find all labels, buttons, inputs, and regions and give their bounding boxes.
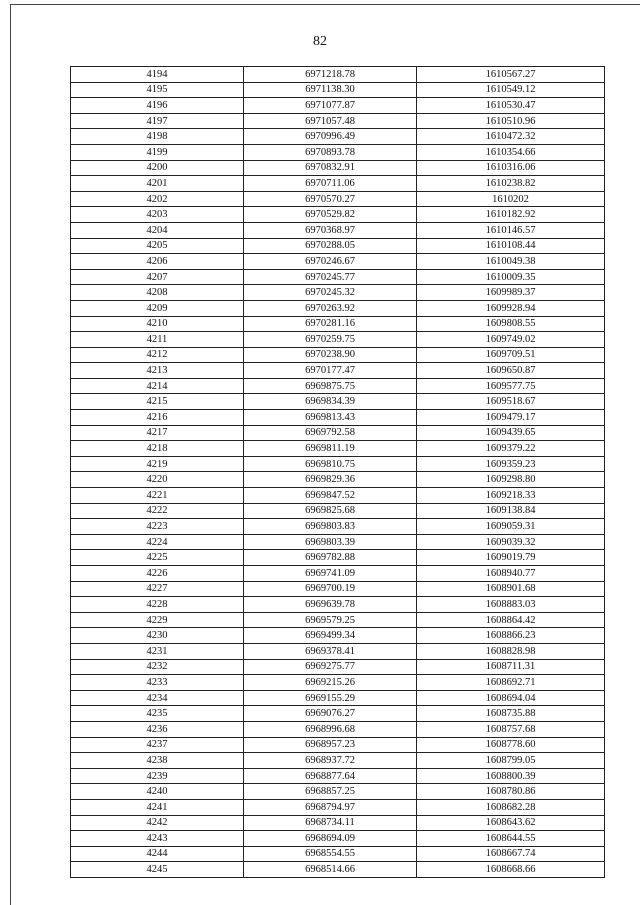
coordinates-table (70, 66, 605, 878)
y-coordinate-cell: 1608799.05 (417, 753, 605, 769)
y-coordinate-cell: 1609479.17 (417, 410, 605, 426)
y-coordinate-cell: 1610202 (417, 191, 605, 207)
x-coordinate-cell: 6970996.49 (244, 129, 417, 145)
x-coordinate-cell: 6969499.34 (244, 628, 417, 644)
y-coordinate-cell: 1608864.42 (417, 612, 605, 628)
table-row (71, 862, 605, 878)
table-row (71, 441, 605, 457)
x-coordinate-cell: 6970245.32 (244, 285, 417, 301)
table-row (71, 566, 605, 582)
point-number-cell: 4212 (71, 347, 244, 363)
point-number-cell: 4220 (71, 472, 244, 488)
table-row (71, 550, 605, 566)
point-number-cell: 4224 (71, 534, 244, 550)
point-number-cell: 4222 (71, 503, 244, 519)
y-coordinate-cell: 1608883.03 (417, 597, 605, 613)
x-coordinate-cell: 6968877.64 (244, 768, 417, 784)
y-coordinate-cell: 1609577.75 (417, 378, 605, 394)
point-number-cell: 4242 (71, 815, 244, 831)
x-coordinate-cell: 6970238.90 (244, 347, 417, 363)
x-coordinate-cell: 6969700.19 (244, 581, 417, 597)
y-coordinate-cell: 1610530.47 (417, 98, 605, 114)
y-coordinate-cell: 1609518.67 (417, 394, 605, 410)
y-coordinate-cell: 1608828.98 (417, 643, 605, 659)
x-coordinate-cell: 6970893.78 (244, 144, 417, 160)
table-row (71, 721, 605, 737)
x-coordinate-cell: 6969811.19 (244, 441, 417, 457)
x-coordinate-cell: 6969792.58 (244, 425, 417, 441)
point-number-cell: 4207 (71, 269, 244, 285)
table-row (71, 456, 605, 472)
point-number-cell: 4195 (71, 82, 244, 98)
point-number-cell: 4219 (71, 456, 244, 472)
x-coordinate-cell: 6971057.48 (244, 113, 417, 129)
x-coordinate-cell: 6969378.41 (244, 643, 417, 659)
y-coordinate-cell: 1609019.79 (417, 550, 605, 566)
table-row (71, 269, 605, 285)
table-row (71, 378, 605, 394)
table-row (71, 846, 605, 862)
y-coordinate-cell: 1608682.28 (417, 799, 605, 815)
point-number-cell: 4225 (71, 550, 244, 566)
point-number-cell: 4216 (71, 410, 244, 426)
x-coordinate-cell: 6971218.78 (244, 67, 417, 83)
y-coordinate-cell: 1610316.06 (417, 160, 605, 176)
y-coordinate-cell: 1610009.35 (417, 269, 605, 285)
y-coordinate-cell: 1609138.84 (417, 503, 605, 519)
table-row (71, 113, 605, 129)
table-row (71, 347, 605, 363)
y-coordinate-cell: 1610549.12 (417, 82, 605, 98)
table-row (71, 643, 605, 659)
table-row (71, 98, 605, 114)
point-number-cell: 4200 (71, 160, 244, 176)
table-row (71, 238, 605, 254)
x-coordinate-cell: 6971077.87 (244, 98, 417, 114)
table-row (71, 815, 605, 831)
x-coordinate-cell: 6970288.05 (244, 238, 417, 254)
y-coordinate-cell: 1608866.23 (417, 628, 605, 644)
y-coordinate-cell: 1609059.31 (417, 519, 605, 535)
y-coordinate-cell: 1608735.88 (417, 706, 605, 722)
x-coordinate-cell: 6971138.30 (244, 82, 417, 98)
table-row (71, 410, 605, 426)
x-coordinate-cell: 6968554.55 (244, 846, 417, 862)
x-coordinate-cell: 6969639.78 (244, 597, 417, 613)
y-coordinate-cell: 1608644.55 (417, 831, 605, 847)
x-coordinate-cell: 6968734.11 (244, 815, 417, 831)
table-row (71, 597, 605, 613)
x-coordinate-cell: 6969782.88 (244, 550, 417, 566)
point-number-cell: 4228 (71, 597, 244, 613)
table-row (71, 285, 605, 301)
y-coordinate-cell: 1610510.96 (417, 113, 605, 129)
y-coordinate-cell: 1608692.71 (417, 675, 605, 691)
point-number-cell: 4214 (71, 378, 244, 394)
x-coordinate-cell: 6969803.83 (244, 519, 417, 535)
table-row (71, 628, 605, 644)
y-coordinate-cell: 1608668.66 (417, 862, 605, 878)
point-number-cell: 4235 (71, 706, 244, 722)
table-row (71, 784, 605, 800)
y-coordinate-cell: 1610182.92 (417, 207, 605, 223)
table-row (71, 675, 605, 691)
y-coordinate-cell: 1609928.94 (417, 300, 605, 316)
x-coordinate-cell: 6968794.97 (244, 799, 417, 815)
y-coordinate-cell: 1609650.87 (417, 363, 605, 379)
page-border-left (10, 4, 11, 905)
table-row (71, 503, 605, 519)
point-number-cell: 4241 (71, 799, 244, 815)
x-coordinate-cell: 6970259.75 (244, 332, 417, 348)
y-coordinate-cell: 1610049.38 (417, 254, 605, 270)
table-row (71, 519, 605, 535)
table-row (71, 534, 605, 550)
y-coordinate-cell: 1609749.02 (417, 332, 605, 348)
x-coordinate-cell: 6970529.82 (244, 207, 417, 223)
y-coordinate-cell: 1608757.68 (417, 721, 605, 737)
x-coordinate-cell: 6970245.77 (244, 269, 417, 285)
y-coordinate-cell: 1609989.37 (417, 285, 605, 301)
table-row (71, 768, 605, 784)
x-coordinate-cell: 6969579.25 (244, 612, 417, 628)
x-coordinate-cell: 6969810.75 (244, 456, 417, 472)
x-coordinate-cell: 6969803.39 (244, 534, 417, 550)
table-row (71, 472, 605, 488)
x-coordinate-cell: 6969834.39 (244, 394, 417, 410)
page-border-top (10, 4, 640, 5)
table-row (71, 254, 605, 270)
table-row (71, 831, 605, 847)
x-coordinate-cell: 6969275.77 (244, 659, 417, 675)
x-coordinate-cell: 6969741.09 (244, 566, 417, 582)
table-row (71, 690, 605, 706)
table-row (71, 67, 605, 83)
table-row (71, 144, 605, 160)
point-number-cell: 4209 (71, 300, 244, 316)
x-coordinate-cell: 6968957.23 (244, 737, 417, 753)
point-number-cell: 4240 (71, 784, 244, 800)
y-coordinate-cell: 1610354.66 (417, 144, 605, 160)
y-coordinate-cell: 1608940.77 (417, 566, 605, 582)
table-row (71, 799, 605, 815)
point-number-cell: 4205 (71, 238, 244, 254)
x-coordinate-cell: 6968514.66 (244, 862, 417, 878)
point-number-cell: 4217 (71, 425, 244, 441)
point-number-cell: 4208 (71, 285, 244, 301)
y-coordinate-cell: 1608800.39 (417, 768, 605, 784)
point-number-cell: 4223 (71, 519, 244, 535)
point-number-cell: 4194 (71, 67, 244, 83)
point-number-cell: 4197 (71, 113, 244, 129)
page-number: 82 (313, 34, 327, 49)
table-row (71, 300, 605, 316)
table-row (71, 207, 605, 223)
point-number-cell: 4196 (71, 98, 244, 114)
point-number-cell: 4237 (71, 737, 244, 753)
x-coordinate-cell: 6969875.75 (244, 378, 417, 394)
point-number-cell: 4203 (71, 207, 244, 223)
y-coordinate-cell: 1609439.65 (417, 425, 605, 441)
x-coordinate-cell: 6968937.72 (244, 753, 417, 769)
point-number-cell: 4243 (71, 831, 244, 847)
point-number-cell: 4238 (71, 753, 244, 769)
x-coordinate-cell: 6968857.25 (244, 784, 417, 800)
table-row (71, 706, 605, 722)
point-number-cell: 4231 (71, 643, 244, 659)
point-number-cell: 4199 (71, 144, 244, 160)
y-coordinate-cell: 1609039.32 (417, 534, 605, 550)
table-row (71, 425, 605, 441)
point-number-cell: 4201 (71, 176, 244, 192)
point-number-cell: 4210 (71, 316, 244, 332)
y-coordinate-cell: 1610238.82 (417, 176, 605, 192)
table-row (71, 394, 605, 410)
y-coordinate-cell: 1609218.33 (417, 488, 605, 504)
x-coordinate-cell: 6969825.68 (244, 503, 417, 519)
y-coordinate-cell: 1608901.68 (417, 581, 605, 597)
point-number-cell: 4234 (71, 690, 244, 706)
point-number-cell: 4206 (71, 254, 244, 270)
y-coordinate-cell: 1608694.04 (417, 690, 605, 706)
table-row (71, 82, 605, 98)
table-row (71, 612, 605, 628)
table-row (71, 332, 605, 348)
y-coordinate-cell: 1608711.31 (417, 659, 605, 675)
table-row (71, 176, 605, 192)
x-coordinate-cell: 6969076.27 (244, 706, 417, 722)
x-coordinate-cell: 6970832.91 (244, 160, 417, 176)
point-number-cell: 4230 (71, 628, 244, 644)
point-number-cell: 4227 (71, 581, 244, 597)
x-coordinate-cell: 6969215.26 (244, 675, 417, 691)
y-coordinate-cell: 1609808.55 (417, 316, 605, 332)
table-row (71, 737, 605, 753)
y-coordinate-cell: 1610567.27 (417, 67, 605, 83)
table-row (71, 191, 605, 207)
x-coordinate-cell: 6970281.16 (244, 316, 417, 332)
x-coordinate-cell: 6969829.36 (244, 472, 417, 488)
x-coordinate-cell: 6970263.92 (244, 300, 417, 316)
y-coordinate-cell: 1610146.57 (417, 222, 605, 238)
y-coordinate-cell: 1610472.32 (417, 129, 605, 145)
point-number-cell: 4213 (71, 363, 244, 379)
x-coordinate-cell: 6969813.43 (244, 410, 417, 426)
table-row (71, 222, 605, 238)
table-row (71, 160, 605, 176)
x-coordinate-cell: 6970368.97 (244, 222, 417, 238)
coordinates-table-body (71, 67, 605, 878)
y-coordinate-cell: 1608780.86 (417, 784, 605, 800)
x-coordinate-cell: 6970246.67 (244, 254, 417, 270)
x-coordinate-cell: 6968694.09 (244, 831, 417, 847)
x-coordinate-cell: 6970177.47 (244, 363, 417, 379)
y-coordinate-cell: 1608778.60 (417, 737, 605, 753)
y-coordinate-cell: 1608643.62 (417, 815, 605, 831)
y-coordinate-cell: 1609379.22 (417, 441, 605, 457)
point-number-cell: 4221 (71, 488, 244, 504)
y-coordinate-cell: 1609709.51 (417, 347, 605, 363)
point-number-cell: 4218 (71, 441, 244, 457)
point-number-cell: 4229 (71, 612, 244, 628)
point-number-cell: 4215 (71, 394, 244, 410)
table-row (71, 363, 605, 379)
y-coordinate-cell: 1610108.44 (417, 238, 605, 254)
point-number-cell: 4233 (71, 675, 244, 691)
table-row (71, 753, 605, 769)
x-coordinate-cell: 6969847.52 (244, 488, 417, 504)
point-number-cell: 4198 (71, 129, 244, 145)
point-number-cell: 4211 (71, 332, 244, 348)
point-number-cell: 4204 (71, 222, 244, 238)
point-number-cell: 4226 (71, 566, 244, 582)
point-number-cell: 4232 (71, 659, 244, 675)
y-coordinate-cell: 1608667.74 (417, 846, 605, 862)
x-coordinate-cell: 6969155.29 (244, 690, 417, 706)
table-row (71, 316, 605, 332)
y-coordinate-cell: 1609298.80 (417, 472, 605, 488)
table-row (71, 488, 605, 504)
point-number-cell: 4245 (71, 862, 244, 878)
table-row (71, 129, 605, 145)
x-coordinate-cell: 6968996.68 (244, 721, 417, 737)
y-coordinate-cell: 1609359.23 (417, 456, 605, 472)
table-row (71, 581, 605, 597)
x-coordinate-cell: 6970570.27 (244, 191, 417, 207)
x-coordinate-cell: 6970711.06 (244, 176, 417, 192)
point-number-cell: 4239 (71, 768, 244, 784)
point-number-cell: 4202 (71, 191, 244, 207)
table-row (71, 659, 605, 675)
point-number-cell: 4244 (71, 846, 244, 862)
point-number-cell: 4236 (71, 721, 244, 737)
